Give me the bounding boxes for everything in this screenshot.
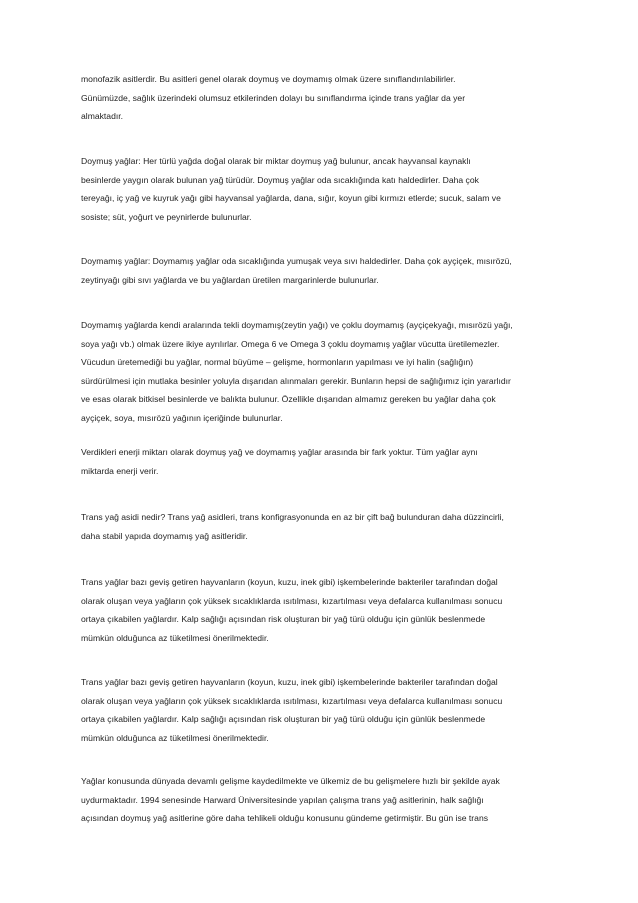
text-line: Doymuş yağlar: Her türlü yağda doğal olarak bir miktar doymuş yağ bulunur, ancak hayvansal kaynaklı xyxy=(81,156,471,166)
text-line: sürdürülmesi için mutlaka besinler yoluyla dışarıdan alınmaları gerekir. Bunların hepsi de sağlığımız için yararlıdır xyxy=(81,375,511,386)
text-line: ortaya çıkabilen yağlardır. Kalp sağlığı açısından risk oluşturan bir yağ türü olduğu için günlük beslenmede xyxy=(81,714,486,724)
text-line: Doymamış yağlarda kendi aralarında tekli doymamış(zeytin yağı) ve çoklu doymamış (ayçiçekyağı, mısırözü yağı, xyxy=(81,320,513,330)
text-line: Trans yağlar bazı geviş getiren hayvanların (koyun, kuzu, inek gibi) işkembelerinde bakteriler tarafından doğal xyxy=(81,577,498,587)
text-line: Vücudun üretemediği bu yağlar, normal büyüme – gelişme, hormonların yapılması ve iyi halin (sağlığın) xyxy=(81,357,474,367)
paragraph-trans-fat-definition xyxy=(81,508,561,545)
text-line: Yağlar konusunda dünyada devamlı gelişme kaydedilmekte ve ülkemiz de bu gelişmelere hızlı bir şekilde ayak xyxy=(81,776,500,786)
text-line: besinlerde yaygın olarak bulunan yağ türüdür. Doymuş yağlar oda sıcaklığında katı haldedirler. Daha çok xyxy=(81,174,479,185)
text-line: olarak oluşan veya yağların çok yüksek sıcaklıklarda ısıtılması, kızartılması veya defalarca kullanılması sonucu xyxy=(81,695,503,706)
text-line: ve esas olarak bitkisel besinlerde ve balıkta bulunur. Özellikle dışarıdan almamız gereken bu yağlar daha çok xyxy=(81,394,496,404)
paragraph-mono-poly-unsaturated xyxy=(81,316,561,427)
paragraph-world-developments xyxy=(81,772,561,828)
text-line: mümkün olduğunca az tüketilmesi önerilmektedir. xyxy=(81,632,269,643)
text-line: soya yağı vb.) olmak üzere ikiye ayrılırlar. Omega 6 ve Omega 3 çoklu doymamış yağlar vücutta üretilemezler. xyxy=(81,338,500,349)
text-line: Doymamış yağlar: Doymamış yağlar oda sıcaklığında yumuşak veya sıvı haldedirler. Daha çok ayçiçek, mısırözü, xyxy=(81,256,512,266)
text-line: uydurmaktadır. 1994 senesinde Harward Üniversitesinde yapılan çalışma trans yağ asitlerinin, halk sağlığı xyxy=(81,794,484,805)
text-line: açısından doymuş yağ asitlerine göre daha tehlikeli olduğu konusunu gündeme getirmiştir. Bu gün ise trans xyxy=(81,813,489,823)
paragraph-unsaturated-fats xyxy=(81,252,561,289)
text-line: almaktadır. xyxy=(81,111,124,121)
text-line: tereyağı, iç yağ ve kuyruk yağı gibi hayvansal yağlarda, dana, sığır, koyun gibi kırmızı etlerde; sucuk, salam ve xyxy=(81,193,501,203)
text-line: sosiste; süt, yoğurt ve peynirlerde bulunurlar. xyxy=(81,211,252,222)
text-line: Trans yağlar bazı geviş getiren hayvanların (koyun, kuzu, inek gibi) işkembelerinde bakteriler tarafından doğal xyxy=(81,677,498,687)
text-line: zeytinyağı gibi sıvı yağlarda ve bu yağlardan üretilen margarinlerde bulunurlar. xyxy=(81,274,379,285)
text-line: mümkün olduğunca az tüketilmesi önerilmektedir. xyxy=(81,732,269,743)
text-line: ortaya çıkabilen yağlardır. Kalp sağlığı açısından risk oluşturan bir yağ türü olduğu için günlük beslenmede xyxy=(81,614,486,624)
paragraph-energy xyxy=(81,443,561,480)
paragraph-saturated-fats xyxy=(81,152,561,226)
paragraph-intro xyxy=(81,70,561,126)
text-line: Günümüzde, sağlık üzerindeki olumsuz etkilerinden dolayı bu sınıflandırma içinde trans yağlar da yer xyxy=(81,92,466,103)
text-line: Verdikleri enerji miktarı olarak doymuş yağ ve doymamış yağlar arasında bir fark yoktur. Tüm yağlar aynı xyxy=(81,447,478,457)
paragraph-trans-fat-sources-2 xyxy=(81,673,561,747)
text-line: ayçiçek, soya, mısırözü yağının içeriğinde bulunurlar. xyxy=(81,412,283,423)
text-line: Trans yağ asidi nedir? Trans yağ asidleri, trans konfigrasyonunda en az bir çift bağ bulunduran daha düzzincirli, xyxy=(81,512,504,522)
text-line: miktarda enerji verir. xyxy=(81,465,159,476)
text-line: monofazik asitlerdir. Bu asitleri genel olarak doymuş ve doymamış olmak üzere sınıflandırılabilirler. xyxy=(81,74,456,84)
text-line: olarak oluşan veya yağların çok yüksek sıcaklıklarda ısıtılması, kızartılması veya defalarca kullanılması sonucu xyxy=(81,595,503,606)
text-line: daha stabil yapıda doymamış yağ asitleridir. xyxy=(81,530,248,541)
paragraph-trans-fat-sources-1 xyxy=(81,573,561,647)
